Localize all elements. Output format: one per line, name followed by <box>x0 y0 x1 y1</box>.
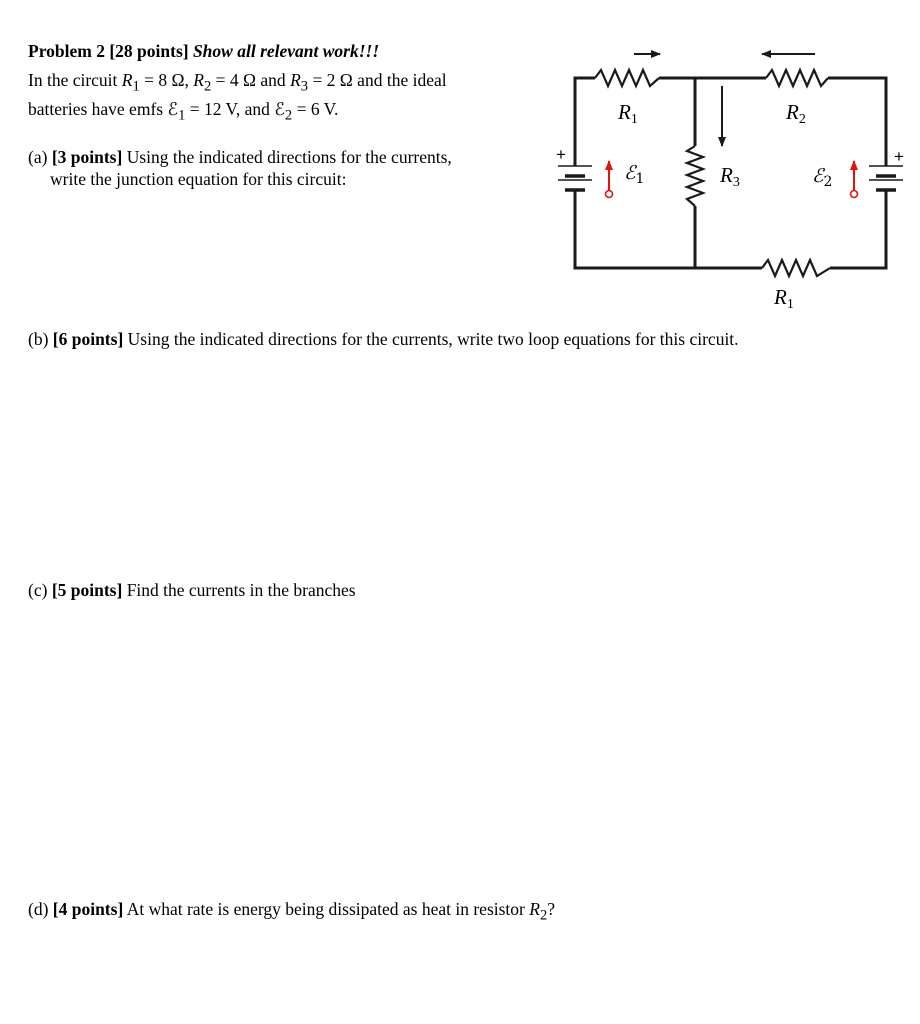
plus-sign-emf1: + <box>556 145 566 164</box>
given-values-line-1: In the circuit $R_1 = 8$ Ω, $R_2 = 4$ Ω and $R_3 = 2$ Ω and the ideal <box>28 70 447 95</box>
problem-header <box>28 40 379 62</box>
battery-emf2 <box>869 166 903 190</box>
problem-instruction: Show all relevant work!!! <box>192 41 380 61</box>
part-c: (c) [5 points] Find the currents in the branches <box>28 580 356 600</box>
part-d: (d) [4 points] At what rate is energy being dissipated as heat in resistor $R_2$? <box>28 899 556 924</box>
label-emf2: ℰ$_2$ <box>812 165 833 190</box>
emf2-arrow-icon <box>851 161 858 198</box>
label-r1-top: R1 <box>618 100 638 127</box>
wire-right-bottom <box>830 190 886 268</box>
plus-sign-emf2: + <box>894 147 904 166</box>
emf1-arrow-icon <box>606 161 613 198</box>
label-emf1: ℰ$_1$ <box>624 162 645 187</box>
wire-left-top <box>575 78 595 166</box>
resistor-r3 <box>687 146 703 206</box>
part-a-continuation: write the junction equation for this circuit: <box>50 169 347 189</box>
resistor-r1-bottom <box>762 260 830 276</box>
battery-emf1 <box>558 166 592 190</box>
label-r1-bottom: R1 <box>774 285 794 312</box>
part-a: (a) [3 points] Using the indicated directions for the currents, <box>28 147 452 167</box>
label-r2-top: R2 <box>786 100 806 127</box>
wire-right-top <box>828 78 886 166</box>
part-b: (b) [6 points] Using the indicated directions for the currents, write two loop equations for this circuit. <box>28 329 739 349</box>
label-r3: R3 <box>720 163 740 190</box>
resistor-r2-top <box>766 70 828 86</box>
problem-title: Problem 2 [28 points] <box>28 41 189 61</box>
given-values-line-2: batteries have emfs ℰ$_1$ = 12 V, and ℰ$_2$ = 6 V. <box>28 99 339 124</box>
resistor-r1-top <box>595 70 659 86</box>
circuit-diagram <box>548 40 904 315</box>
wire-left-bottom <box>575 190 695 268</box>
